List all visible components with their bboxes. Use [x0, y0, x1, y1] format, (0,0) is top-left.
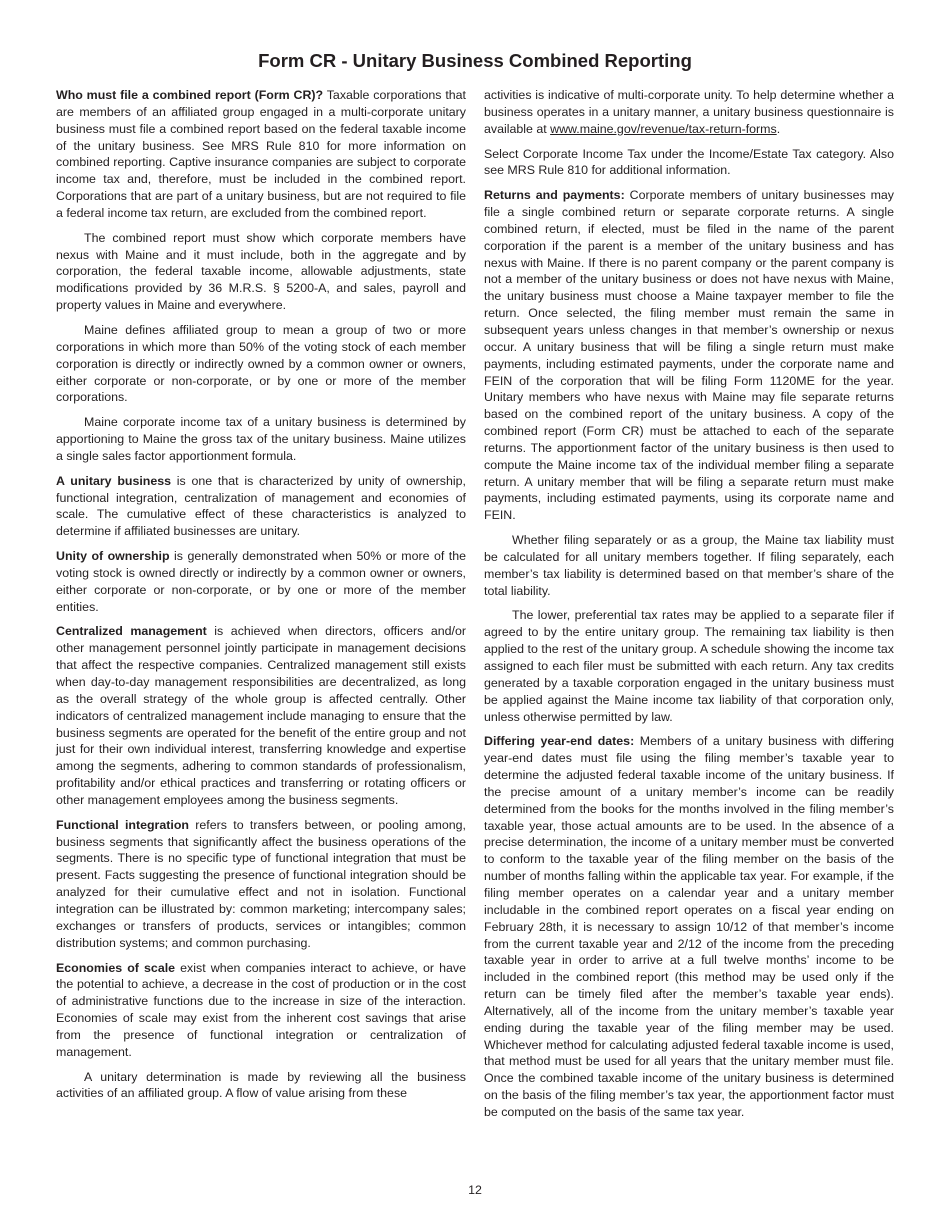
paragraph-preferential-rates: The lower, preferential tax rates may be applied to a separate filer if agreed to by the entire unitary group. The remaining tax liability is then applied to the rest of the unitary group. A schedule showing the income tax assigned to each filer must be submitted with each return. Any tax credits generated by a taxable corporation engaged in the unitary business must be applied against the Maine income tax liability of that corporation only, unless otherwise permitted by law. [484, 608, 894, 724]
paragraph-differing-year-end: Differing year-end dates: Members of a unitary business with differing year-end dates must file using the filing member’s taxable year to determine the adjusted federal taxable income of the unitary business. If the precise amount of a unitary member’s income can be readily determined from the books for the months involved in the filing member’s taxable year, those actual amounts are to be used. In the absence of a precise determination, the income of a unitary member must be converted to conform to the taxable year of the filing member on the basis of the number of months falling within the applicable tax year. For example, if the filing member operates on a calendar year and a unitary member includable in the combined report operates on a fiscal year ending on February 28th, it is necessary to assign 10/12 of that member’s income from the current taxable year and 2/12 of the income from the preceding taxable year in order to arrive at a full twelve months’ income to be included in the combined report (this method may be used only if the return can be timely filed after the member’s taxable year ends). Alternatively, all of the income from the unitary member’s taxable year ending during the taxable year of the filing member may be used. Whichever method for calculating adjusted federal taxable income is used, that method must be used for all years that the unitary member must file. Once the combined taxable income of the unitary business is determined on the basis of the filing member’s tax year, the apportionment factor must be computed on the basis of the same tax year. [484, 734, 895, 1119]
page-title: Form CR - Unitary Business Combined Reporting [258, 50, 692, 71]
heading-economies-of-scale: Economies of scale [56, 960, 176, 975]
heading-functional-integration: Functional integration [56, 817, 189, 832]
right-column [484, 87, 894, 1129]
heading-differing-year-end: Differing year-end dates: [484, 734, 635, 749]
paragraph-unity-of-ownership: Unity of ownership is generally demonstrated when 50% or more of the voting stock is owned directly or indirectly by a common owner or owners, either corporate or non-corporate, or by one or more of the member entities. [56, 549, 466, 614]
paragraph-tax-liability: Whether filing separately or as a group, the Maine tax liability must be calculated for all unitary members together. If filing separately, each member’s tax liability is determined based on that member’s share of the total liability. [484, 533, 894, 598]
paragraph-select-category: Select Corporate Income Tax under the Income/Estate Tax category. Also see MRS Rule 810 for additional information. [484, 146, 894, 178]
left-column [56, 87, 466, 1110]
paragraph-returns-and-payments: Returns and payments: Corporate members of unitary businesses may file a single combined return or separate corporate returns. A single combined return, if elected, must be filed in the name of the parent corporation if the parent is a member of the unitary business and has nexus with Maine. If there is no parent company or the parent company is not a member of the unitary business or does not have nexus with Maine, the unitary business must choose a Maine taxpayer member to file the return. Once selected, the filing member must remain the same in subsequent years unless changes in that member’s ownership or nexus occur. A unitary business that will be filing a single return must make payments, including estimated payments, under the corporate name and FEIN of the corporation that will be filing Form 1120ME for the year. Unitary members who have nexus with Maine may file separate returns based on the combined report of the unitary business. A copy of the combined report (Form CR) must be attached to each of the separate returns. The apportionment factor of the unitary business is then used to compute the Maine income tax of the individual member filing a separate return. A unitary member that will be filing a separate return must make payments, including estimated payments, using its corporate name and FEIN. [484, 188, 895, 523]
heading-returns-and-payments: Returns and payments: [484, 188, 625, 203]
tax-return-forms-link[interactable]: www.maine.gov/revenue/tax-return-forms [550, 121, 777, 136]
paragraph-who-must-file: Who must file a combined report (Form CR)? Taxable corporations that are members of an affiliated group engaged in a multi-corporate unitary business must file a combined report based on the federal taxable income of the unitary business. See MRS Rule 810 for more information on combined reporting. Captive insurance companies are subject to corporate income tax and, therefore, must be included in the combined report. Corporations that are part of a unitary business, but are not required to file a federal income tax return, are excluded from the combined report. [56, 88, 466, 220]
heading-unitary-business: A unitary business [56, 473, 172, 488]
heading-who-must-file: Who must file a combined report (Form CR)? [56, 88, 324, 102]
heading-unity-of-ownership: Unity of ownership [56, 549, 170, 564]
paragraph-functional-integration: Functional integration refers to transfers between, or pooling among, business segments that significantly affect the business operations of the segments. There is no specific type of functional integration that must be present. Facts suggesting the presence of functional integration should be analyzed for their cumulative effect and not in isolation. Functional integration can be illustrated by: common marketing; intercompany sales; exchanges or transfers of products, services or intangibles; common distribution systems; and common purchasing. [56, 817, 466, 950]
paragraph-centralized-management: Centralized management is achieved when directors, officers and/or other management personnel jointly participate in management decisions that affect the respective companies. Centralized management still exists when day-to-day management responsibilities are decentralized, as long as the overall strategy of the whole group is affected centrally. Other indicators of centralized management include managing to ensure that the business segments are operated for the benefit of the entire group and not just for their own individual interest, transferring knowledge and expertise among the segments, adhering to common standards of professionalism, profitability and/or ethical practices and transferring or rotating officers or other management employees among the business segments. [56, 624, 466, 807]
paragraph-questionnaire: activities is indicative of multi-corporate unity. To help determine whether a business operates in a unitary manner, a unitary business questionnaire is available at www.maine.gov/revenue/tax-return-forms. [484, 88, 894, 136]
paragraph-affiliated-group: Maine defines affiliated group to mean a group of two or more corporations in which more than 50% of the voting stock of each member corporation is directly or indirectly owned by a common owner or owners, either corporate or non-corporate, or by one or more of the member corporations. [56, 322, 466, 405]
paragraph-unitary-business: A unitary business is one that is characterized by unity of ownership, functional integration, centralization of management and economies of scale. The cumulative effect of these characteristics is analyzed to determine if affiliated businesses are unitary. [56, 473, 466, 539]
paragraph-unitary-determination: A unitary determination is made by reviewing all the business activities of an affiliated group. A flow of value arising from these [56, 1069, 466, 1101]
paragraph-economies-of-scale: Economies of scale exist when companies interact to achieve, or have the potential to achieve, a decrease in the cost of production or in the cost of administrative functions due to the increase in size of the interaction. Economies of scale may exist from the inherent cost savings that arise from the presence of functional integration or centralization of management. [56, 960, 466, 1059]
paragraph-combined-report-contents: The combined report must show which corporate members have nexus with Maine and it must include, both in the aggregate and by corporation, the federal taxable income, allowable adjustments, state modifications provided by 36 M.R.S. § 5200-A, and sales, payroll and property values in Maine and everywhere. [56, 230, 466, 313]
page-number: 12 [468, 1183, 482, 1197]
heading-centralized-management: Centralized management [56, 624, 207, 639]
paragraph-apportionment: Maine corporate income tax of a unitary business is determined by apportioning to Maine the gross tax of the unitary business. Maine utilizes a single sales factor apportionment formula. [56, 415, 466, 463]
